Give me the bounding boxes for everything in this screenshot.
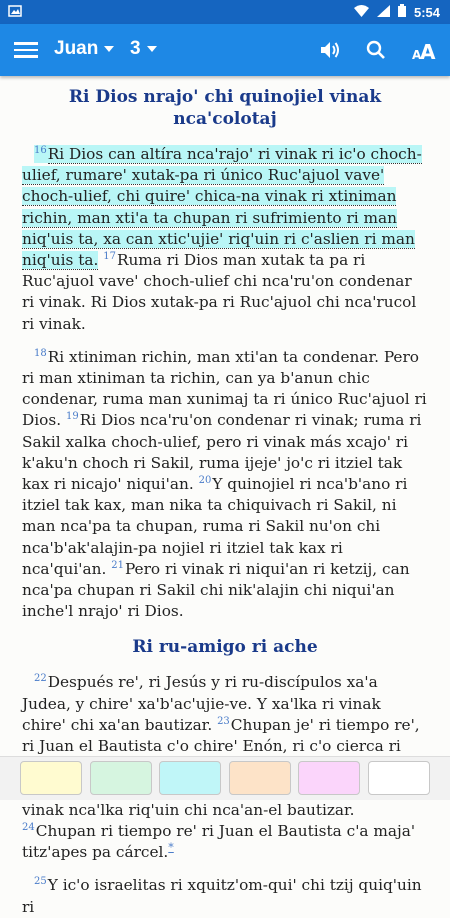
- verse-number[interactable]: 21: [111, 559, 124, 571]
- verse-number[interactable]: 24: [22, 821, 35, 833]
- verse-text[interactable]: Después re', ri Jesús y ri ru-discípulos xa'a Judea, y chire' xa'b'ac'ujie-ve. Y xa'lka ri vinak chire' chi xa'an bautizar.: [22, 673, 381, 734]
- verse-number[interactable]: 17: [103, 250, 116, 262]
- book-selector[interactable]: [54, 38, 114, 60]
- verse-text[interactable]: Y ic'o israelitas ri xquitz'om-qui' chi tzij quiq'uin ri: [22, 876, 422, 916]
- verse-number[interactable]: 23: [217, 715, 230, 727]
- highlight-orange-button[interactable]: [229, 761, 291, 795]
- font-size-icon[interactable]: [410, 36, 440, 64]
- book-name: Juan: [54, 38, 99, 59]
- highlight-green-button[interactable]: [90, 761, 152, 795]
- verse-text[interactable]: Chupan ri tiempo re' ri Juan el Bautista c'a maja' titz'apes pa cárcel.: [22, 821, 416, 862]
- highlight-clear-button[interactable]: [368, 761, 430, 795]
- audio-icon[interactable]: [317, 36, 345, 64]
- highlight-cyan-button[interactable]: [159, 761, 221, 795]
- highlight-color-bar: [0, 756, 450, 800]
- paragraph: [22, 875, 428, 917]
- menu-icon[interactable]: [14, 38, 38, 62]
- search-icon[interactable]: [362, 36, 390, 64]
- chevron-down-icon: [147, 46, 157, 52]
- gallery-notification-icon: [8, 4, 22, 21]
- section-heading: Ri Dios nrajo' chi quinojiel vinak nca'colotaj: [68, 87, 382, 129]
- chapter-selector[interactable]: [130, 38, 157, 60]
- verse-number[interactable]: 25: [34, 876, 47, 888]
- scripture-content[interactable]: [0, 76, 450, 916]
- chapter-number: 3: [130, 38, 141, 59]
- verse-number[interactable]: 20: [198, 474, 212, 486]
- status-bar: [0, 0, 450, 24]
- verse-text[interactable]: Ri Dios can altíra nca'rajo' ri vinak ri ic'o choch-ulief, rumare' xutak-pa ri único Ruc'ajuol vave' choch-ulief, chi quire' chica-na vinak ri xtiniman richin, man xti'a ta chupan ri sufrimiento ri man niq'uis ta, xa can xtic'ujie' riq'uin ri c'aslien ri man niq'uis ta.: [22, 145, 422, 270]
- signal-icon: [377, 5, 390, 20]
- chevron-down-icon: [104, 46, 114, 52]
- verse-number[interactable]: 16: [34, 144, 47, 156]
- highlight-yellow-button[interactable]: [20, 761, 82, 795]
- status-time: 5:54: [413, 4, 440, 20]
- verse-number[interactable]: 19: [65, 411, 79, 423]
- highlight-pink-button[interactable]: [298, 761, 360, 795]
- paragraph: [22, 347, 428, 623]
- app-bar: [0, 24, 450, 76]
- verse-number[interactable]: 18: [34, 347, 47, 359]
- wifi-icon: [354, 5, 369, 20]
- svg-text:A: A: [412, 48, 422, 62]
- verse-number[interactable]: 22: [34, 673, 47, 685]
- verse-text[interactable]: Pero ri vinak ri niqui'an ri ketzij, can nca'pa chupan ri Sakil chi nik'alajin chi niqui'an inche'l nrajo' ri Dios.: [22, 559, 410, 621]
- verse-text[interactable]: Chupan je' ri tiempo re', ri Juan el Bautista c'o chire' Enón, ri c'o cierca ri vinak nca'lka riq'uin chi nca'an-el bautizar.: [22, 715, 420, 819]
- verse-text[interactable]: Ri Dios nca'ru'on condenar ri vinak; ruma ri Sakil xalka choch-ulief, pero ri vinak más xcajo' ri k'aku'n choch ri Sakil, ruma ijeje' jo'c ri itziel tak kax ri nicajo' niqui'an.: [22, 411, 422, 494]
- verse-text[interactable]: Ruma ri Dios man xutak ta pa ri Ruc'ajuol vave' choch-ulief chi nca'ru'on condenar ri vinak. Ri Dios xutak-pa ri Ruc'ajuol chi nca'rucol ri vinak.: [22, 251, 417, 333]
- battery-icon: [398, 4, 406, 20]
- svg-text:A: A: [420, 40, 436, 64]
- section-heading: Ri ru-amigo ri ache: [132, 637, 318, 658]
- footnote-link[interactable]: *: [168, 841, 174, 854]
- verse-text[interactable]: Y quinojiel ri nca'b'ano ri itziel tak kax, man nika ta chiquivach ri Sakil, ni man nca'pa ta chupan, ruma ri Sakil nu'on chi nca'b'ak'alajin-pa nojiel ri itziel tak kax ri nca'qui'an.: [22, 475, 408, 578]
- paragraph: [22, 144, 428, 335]
- verse-text[interactable]: Ri xtiniman richin, man xti'an ta condenar. Pero ri man xtiniman ta richin, can ya b'anun chic condenar, ruma man xunimaj ta ri único Ruc'ajuol ri Dios.: [22, 347, 427, 430]
